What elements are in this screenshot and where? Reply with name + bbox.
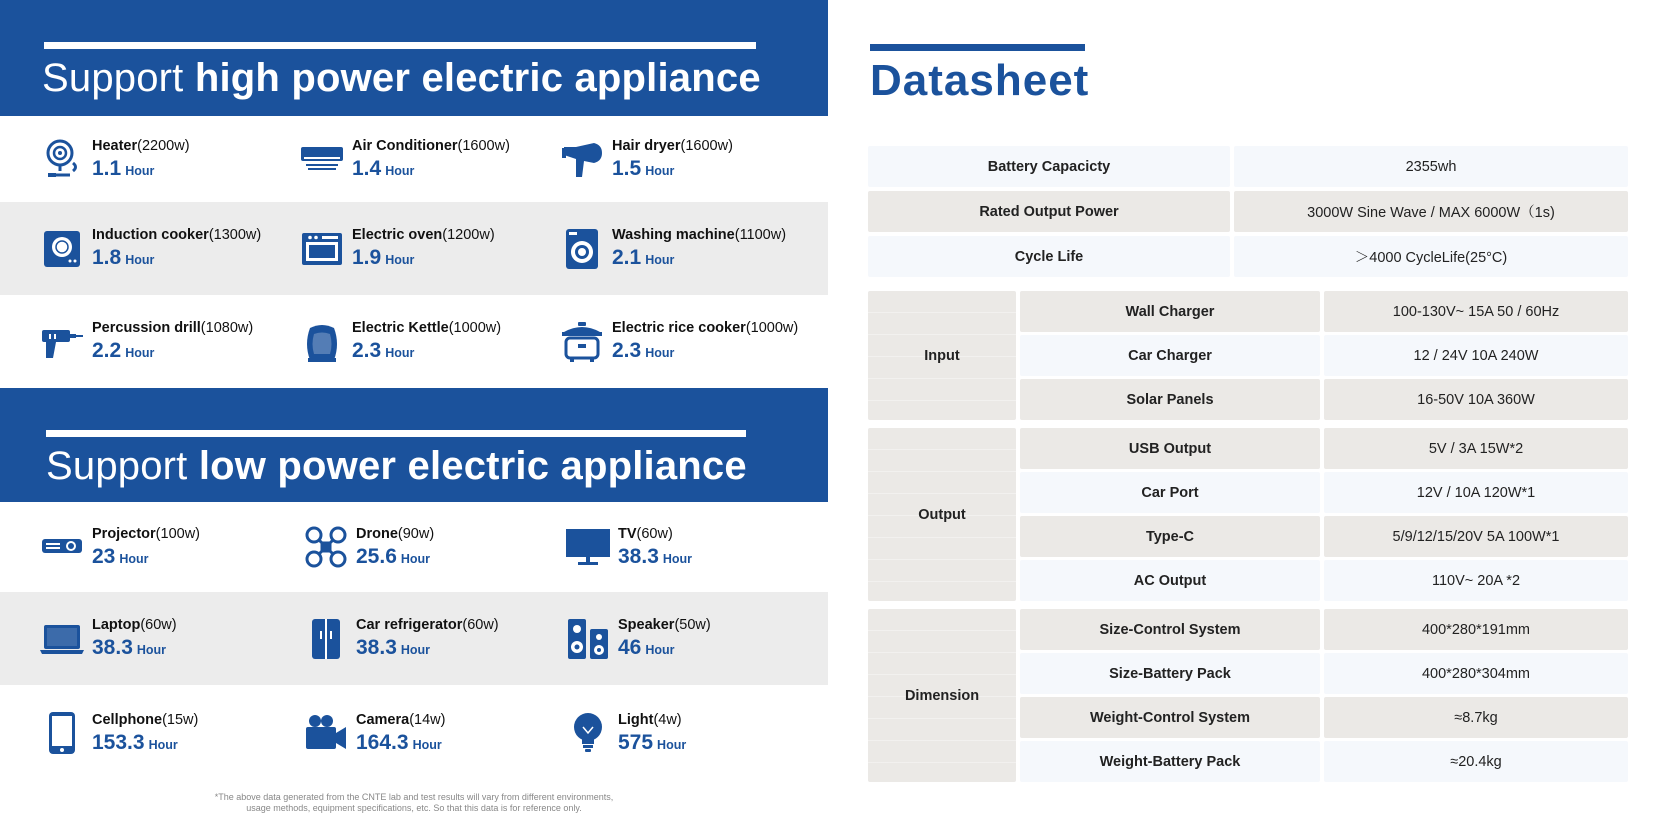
- spec-group-output: Output: [868, 428, 1016, 601]
- appliance-runtime: 25.6 Hour: [356, 544, 431, 568]
- low-appliance-row: [0, 685, 828, 781]
- appliance-text: [92, 138, 190, 181]
- appliance-item: [304, 502, 434, 592]
- appliance-item: [566, 685, 686, 781]
- spec-label: Size-Battery Pack: [1020, 653, 1320, 694]
- hair-dryer-icon: [560, 137, 604, 181]
- spec-value: 100-130V~ 15A 50 / 60Hz: [1324, 291, 1628, 332]
- appliance-text: [618, 617, 711, 660]
- spec-value: 5V / 3A 15W*2: [1324, 428, 1628, 469]
- appliance-text: [352, 320, 501, 363]
- appliance-text: [356, 526, 434, 569]
- cellphone-icon: [40, 711, 84, 755]
- appliance-runtime: 46 Hour: [618, 636, 675, 659]
- appliance-item: [40, 502, 200, 592]
- speaker-icon: [566, 617, 610, 661]
- projector-icon: [40, 525, 84, 569]
- appliance-runtime: 1.5 Hour: [612, 156, 675, 180]
- appliance-name: Cellphone(15w): [92, 711, 199, 728]
- spec-value: 2355wh: [1234, 146, 1628, 187]
- spec-value: 5/9/12/15/20V 5A 100W*1: [1324, 516, 1628, 557]
- appliance-item: [40, 592, 177, 685]
- drone-icon: [304, 525, 348, 569]
- appliance-item: [566, 502, 692, 592]
- kettle-icon: [300, 320, 344, 364]
- spec-label: Battery Capacicty: [868, 146, 1230, 187]
- spec-label: Weight-Control System: [1020, 697, 1320, 738]
- appliance-runtime: 38.3 Hour: [618, 544, 693, 568]
- appliance-name: Percussion drill(1080w): [92, 320, 254, 336]
- rice-cooker-icon: [560, 320, 604, 364]
- spec-value: 3000W Sine Wave / MAX 6000W（1s): [1234, 191, 1628, 232]
- spec-group-input: Input: [868, 291, 1016, 420]
- appliance-runtime: 153.3 Hour: [92, 730, 178, 754]
- low-appliance-row: [0, 592, 828, 685]
- spec-value: ≈20.4kg: [1324, 741, 1628, 782]
- appliance-item: [560, 202, 786, 295]
- appliance-runtime: 575 Hour: [618, 730, 687, 754]
- appliance-text: [618, 526, 692, 569]
- appliance-text: [92, 227, 261, 270]
- spec-label: Rated Output Power: [868, 191, 1230, 232]
- appliance-name: TV(60w): [618, 525, 673, 542]
- appliance-name: Car refrigerator(60w): [356, 617, 499, 633]
- appliance-name: Camera(14w): [356, 711, 446, 728]
- high-power-title: Support high power electric appliance: [42, 56, 761, 100]
- appliance-runtime: 2.2 Hour: [92, 339, 155, 362]
- appliance-name: Washing machine(1100w): [612, 227, 787, 243]
- appliance-name: Speaker(50w): [618, 617, 711, 633]
- low-appliance-row: [0, 502, 828, 592]
- spec-value: 12V / 10A 120W*1: [1324, 472, 1628, 513]
- appliance-text: [612, 320, 798, 363]
- appliance-runtime: 23 Hour: [92, 544, 149, 568]
- appliance-runtime: 2.3 Hour: [612, 339, 675, 362]
- drill-icon: [40, 320, 84, 364]
- spec-value: 110V~ 20A *2: [1324, 560, 1628, 601]
- appliance-name: Light(4w): [618, 711, 682, 728]
- spec-label: Solar Panels: [1020, 379, 1320, 420]
- spec-group-dimension: Dimension: [868, 609, 1016, 782]
- appliance-text: [612, 138, 733, 181]
- appliance-runtime: 2.3 Hour: [352, 339, 415, 362]
- spec-label: Car Port: [1020, 472, 1320, 513]
- spec-label: Cycle Life: [868, 236, 1230, 277]
- appliance-item: [300, 295, 501, 388]
- appliance-item: [560, 295, 798, 388]
- induction-cooker-icon: [40, 227, 84, 271]
- appliance-text: [612, 227, 786, 270]
- high-appliance-row: [0, 295, 828, 388]
- appliance-text: [356, 617, 499, 660]
- datasheet-rule: [870, 44, 1085, 51]
- spec-label: AC Output: [1020, 560, 1320, 601]
- banner-rule: [46, 430, 746, 437]
- spec-value: ＞4000 CycleLife(25°C): [1234, 236, 1628, 277]
- footnote-line: usage methods, equipment specifications, etc. So that this data is for reference only.: [246, 803, 582, 813]
- appliance-name: Heater(2200w): [92, 137, 190, 154]
- low-power-title: Support low power electric appliance: [46, 444, 747, 488]
- appliance-name: Laptop(60w): [92, 617, 177, 633]
- appliance-name: Air Conditioner(1600w): [352, 137, 510, 154]
- appliance-item: [304, 685, 445, 781]
- high-appliance-row: [0, 116, 828, 202]
- light-bulb-icon: [566, 711, 610, 755]
- spec-label: Size-Control System: [1020, 609, 1320, 650]
- appliance-text: [352, 227, 495, 270]
- laptop-icon: [40, 617, 84, 661]
- disclaimer-footnote: [0, 792, 828, 814]
- refrigerator-icon: [304, 617, 348, 661]
- spec-value: 400*280*304mm: [1324, 653, 1628, 694]
- tv-icon: [566, 525, 610, 569]
- spec-value: 400*280*191mm: [1324, 609, 1628, 650]
- spec-label: Wall Charger: [1020, 291, 1320, 332]
- appliance-item: [40, 116, 190, 202]
- appliance-name: Electric oven(1200w): [352, 227, 495, 243]
- appliance-item: [300, 202, 495, 295]
- appliance-runtime: 38.3 Hour: [356, 636, 431, 659]
- appliance-item: [304, 592, 499, 685]
- appliance-item: [300, 116, 510, 202]
- appliance-text: [92, 526, 200, 569]
- appliance-text: [618, 712, 686, 755]
- spec-label: Car Charger: [1020, 335, 1320, 376]
- appliance-name: Hair dryer(1600w): [612, 137, 733, 154]
- spec-value: 12 / 24V 10A 240W: [1324, 335, 1628, 376]
- datasheet-panel: [868, 0, 1628, 826]
- appliance-text: [92, 712, 198, 755]
- appliance-runtime: 164.3 Hour: [356, 730, 442, 754]
- camera-icon: [304, 711, 348, 755]
- spec-label: Type-C: [1020, 516, 1320, 557]
- appliance-item: [566, 592, 711, 685]
- appliance-item: [40, 202, 261, 295]
- oven-icon: [300, 227, 344, 271]
- appliance-name: Drone(90w): [356, 525, 435, 542]
- banner-rule: [44, 42, 756, 49]
- appliance-name: Electric rice cooker(1000w): [612, 320, 799, 336]
- spec-label: Weight-Battery Pack: [1020, 741, 1320, 782]
- appliance-runtime: 1.9 Hour: [352, 246, 415, 269]
- appliance-runtime: 1.4 Hour: [352, 156, 415, 180]
- appliance-name: Electric Kettle(1000w): [352, 320, 502, 336]
- heater-icon: [40, 137, 84, 181]
- footnote-line: *The above data generated from the CNTE lab and test results will vary from different environments,: [214, 792, 614, 802]
- spec-value: ≈8.7kg: [1324, 697, 1628, 738]
- appliance-item: [560, 116, 733, 202]
- appliance-runtime: 1.1 Hour: [92, 156, 155, 180]
- appliance-name: Induction cooker(1300w): [92, 227, 262, 243]
- washing-machine-icon: [560, 227, 604, 271]
- high-power-banner: [0, 0, 828, 116]
- datasheet-title: Datasheet: [870, 56, 1090, 105]
- low-power-banner: [0, 388, 828, 502]
- appliance-runtime: 38.3 Hour: [92, 636, 167, 659]
- spec-value: 16-50V 10A 360W: [1324, 379, 1628, 420]
- appliance-item: [40, 685, 198, 781]
- appliance-item: [40, 295, 253, 388]
- appliance-name: Projector(100w): [92, 525, 200, 542]
- appliance-text: [356, 712, 445, 755]
- appliance-runtime: 2.1 Hour: [612, 246, 675, 269]
- appliance-text: [352, 138, 510, 181]
- air-conditioner-icon: [300, 137, 344, 181]
- high-appliance-row: [0, 202, 828, 295]
- appliance-runtime: 1.8 Hour: [92, 246, 155, 269]
- appliance-text: [92, 320, 253, 363]
- appliance-text: [92, 617, 177, 660]
- spec-label: USB Output: [1020, 428, 1320, 469]
